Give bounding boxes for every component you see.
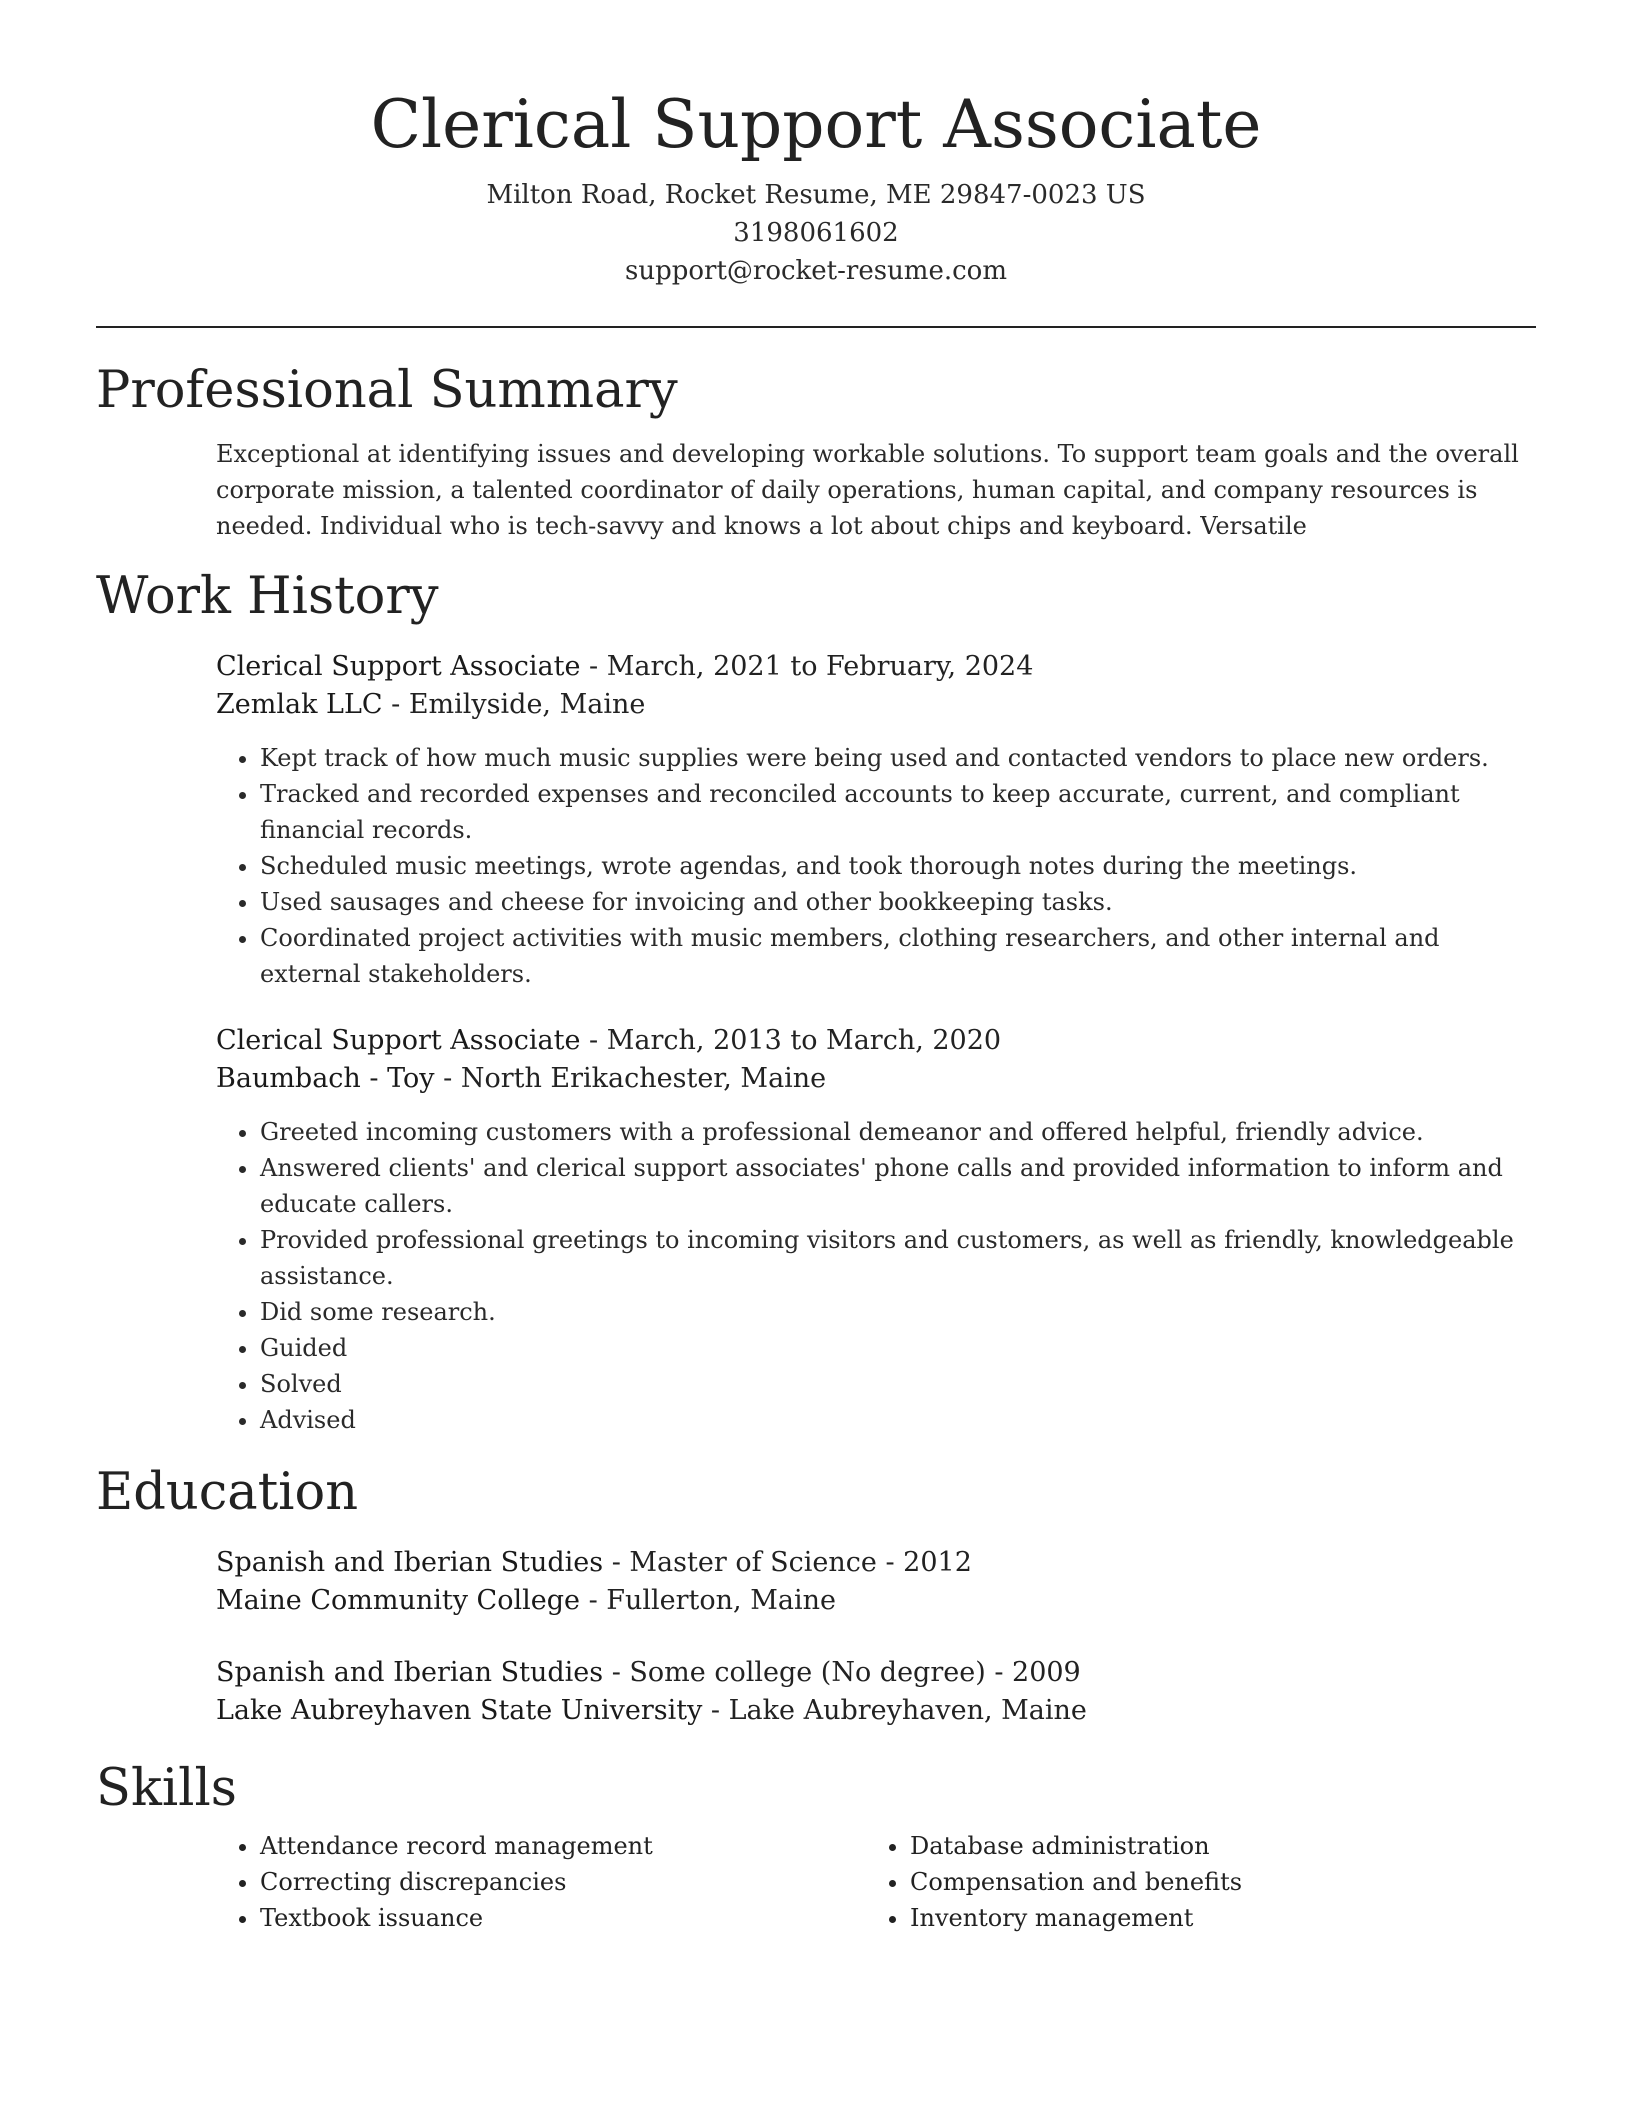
header-divider [96, 326, 1536, 328]
job-dates: - March, 2013 to March, 2020 [580, 1025, 1002, 1056]
education-entry [216, 1654, 1536, 1730]
degree-detail: - Some college (No degree) - 2009 [603, 1657, 1081, 1688]
address: Milton Road, Rocket Resume, ME 29847-0023 US [486, 180, 1146, 210]
education-heading: Education [96, 1463, 359, 1522]
school-location: - Lake Aubreyhaven, Maine [702, 1695, 1087, 1726]
job-company: Baumbach - Toy [216, 1063, 435, 1094]
skills-section [96, 1754, 1536, 1936]
duty-item: • Used sausages and cheese for invoicing and other bookkeeping tasks. [260, 884, 1536, 920]
skill-item: • Compensation and benefits [910, 1864, 1516, 1900]
summary-text: Exceptional at identifying issues and developing workable solutions. To support team goals and the overall corporate mission, a talented coordinator of daily operations, human capital, and company resources is needed. Individual who is tech-savvy and knows a lot about chips and keyboard. Versatile [216, 440, 1519, 540]
contact-info [96, 176, 1536, 290]
skill-item: • Attendance record management [260, 1828, 866, 1864]
skill-item: • Textbook issuance [260, 1900, 866, 1936]
duty-item: • Kept track of how much music supplies were being used and contacted vendors to place new orders. [260, 740, 1536, 776]
duty-item: • Greeted incoming customers with a professional demeanor and offered helpful, friendly advice. [260, 1114, 1536, 1150]
school-line [216, 1692, 1536, 1730]
skills-heading: Skills [96, 1759, 237, 1818]
resume-page [96, 0, 1536, 1936]
duty-item: • Guided [260, 1330, 1536, 1366]
job-title-line [216, 648, 1536, 686]
summary-section [96, 356, 1536, 544]
education-entry [216, 1544, 1536, 1620]
resume-header [96, 0, 1536, 290]
candidate-name: Clerical Support Associate [370, 86, 1262, 163]
job-location: - North Erikachester, Maine [434, 1063, 827, 1094]
duty-item: • Scheduled music meetings, wrote agendas, and took thorough notes during the meetings. [260, 848, 1536, 884]
job-role: Clerical Support Associate [216, 651, 581, 682]
skills-column-right [866, 1828, 1516, 1936]
summary-heading: Professional Summary [96, 361, 678, 420]
job-entry [216, 648, 1536, 992]
duty-item: • Advised [260, 1402, 1536, 1438]
degree-detail: - Master of Science - 2012 [603, 1547, 972, 1578]
phone: 3198061602 [733, 218, 899, 248]
skill-item: • Inventory management [910, 1900, 1516, 1936]
job-duties [216, 1114, 1536, 1438]
job-company: Zemlak LLC [216, 689, 383, 720]
duty-item: • Solved [260, 1366, 1536, 1402]
duty-item: • Answered clients' and clerical support associates' phone calls and provided information to inform and educate callers. [260, 1150, 1536, 1222]
job-title-line [216, 1022, 1536, 1060]
skill-item: • Correcting discrepancies [260, 1864, 866, 1900]
field-of-study: Spanish and Iberian Studies [216, 1547, 604, 1578]
duty-item: • Did some research. [260, 1294, 1536, 1330]
skills-list [216, 1828, 1536, 1936]
job-company-line [216, 686, 1536, 724]
duty-item: • Provided professional greetings to incoming visitors and customers, as well as friendly, knowledgeable assistance. [260, 1222, 1536, 1294]
school-location: - Fullerton, Maine [579, 1585, 836, 1616]
work-history-heading: Work History [96, 567, 439, 626]
school-name: Maine Community College [216, 1585, 580, 1616]
skills-column-left [216, 1828, 866, 1936]
skill-item: • Database administration [910, 1828, 1516, 1864]
duty-item: • Coordinated project activities with music members, clothing researchers, and other internal and external stakeholders. [260, 920, 1536, 992]
school-line [216, 1582, 1536, 1620]
job-company-line [216, 1060, 1536, 1098]
job-entry [216, 1022, 1536, 1438]
work-history-section [96, 562, 1536, 1438]
duty-item: • Tracked and recorded expenses and reconciled accounts to keep accurate, current, and compliant financial records. [260, 776, 1536, 848]
email: support@rocket-resume.com [624, 256, 1007, 286]
education-section [96, 1458, 1536, 1730]
job-duties [216, 740, 1536, 992]
degree-line [216, 1654, 1536, 1692]
job-location: - Emilyside, Maine [382, 689, 646, 720]
job-role: Clerical Support Associate [216, 1025, 581, 1056]
job-dates: - March, 2021 to February, 2024 [580, 651, 1034, 682]
field-of-study: Spanish and Iberian Studies [216, 1657, 604, 1688]
school-name: Lake Aubreyhaven State University [216, 1695, 703, 1726]
degree-line [216, 1544, 1536, 1582]
